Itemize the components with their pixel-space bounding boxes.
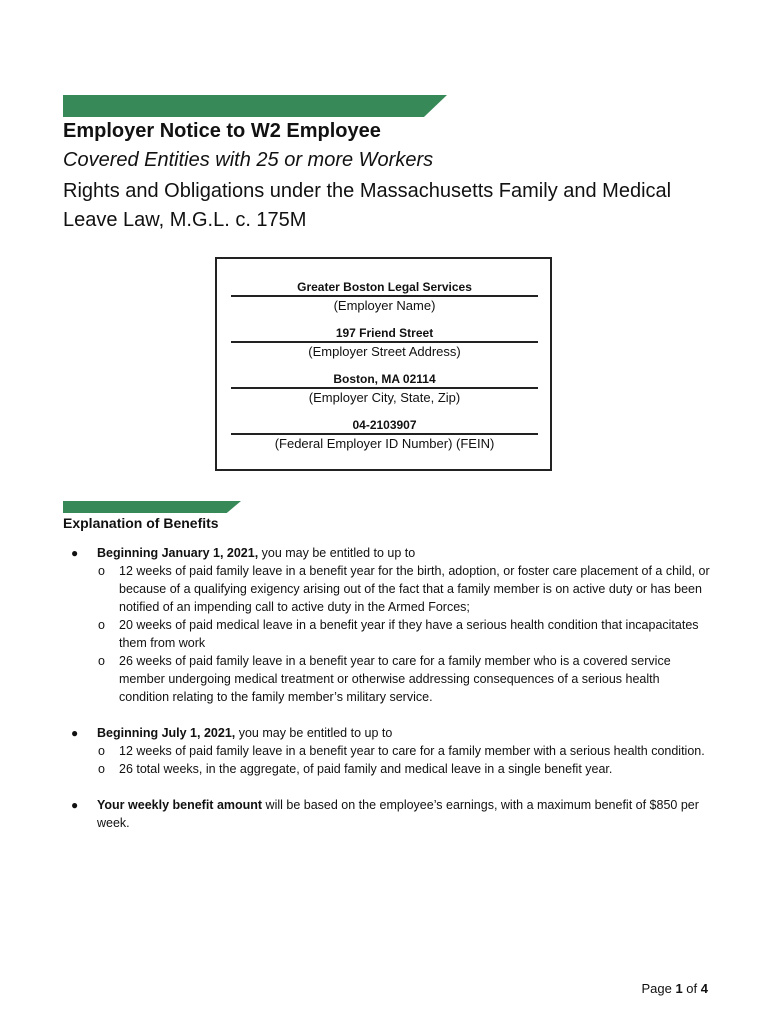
- employer-name: Greater Boston Legal Services: [231, 279, 538, 297]
- employer-city-field: [231, 371, 538, 407]
- sub-list-item: [63, 616, 713, 652]
- section-accent-band: [63, 501, 241, 513]
- employer-street-caption: (Employer Street Address): [308, 344, 461, 359]
- of-word: of: [686, 981, 698, 996]
- employer-street: 197 Friend Street: [231, 325, 538, 343]
- bullet-text: will be based on the employee’s earnings, with a maximum benefit of $850 per week.: [97, 798, 699, 830]
- bullet-lead: Your weekly benefit amount: [97, 798, 263, 812]
- sub-list-item: [63, 742, 713, 760]
- bullet-lead: Beginning July 1, 2021,: [97, 726, 236, 740]
- document-heading: Rights and Obligations under the Massachusetts Family and Medical Leave Law, M.G.L. c. 175M: [63, 180, 672, 231]
- employer-fein: 04-2103907: [231, 417, 538, 435]
- bullet-lead: Beginning January 1, 2021,: [97, 546, 259, 560]
- benefits-list: [63, 544, 713, 832]
- bullet-icon: ●: [71, 726, 79, 740]
- sub-item-text: 20 weeks of paid medical leave in a benefit year if they have a serious health condition that incapacitates them from work: [119, 618, 699, 650]
- employer-street-field: [231, 325, 538, 361]
- total-pages: 4: [700, 981, 708, 996]
- page-number: [641, 981, 708, 996]
- employer-city: Boston, MA 02114: [231, 371, 538, 389]
- bullet-text: you may be entitled to up to: [235, 726, 393, 740]
- bullet-text: you may be entitled to up to: [258, 546, 416, 560]
- employer-fein-field: [231, 417, 538, 453]
- sub-item-text: 26 weeks of paid family leave in a benefit year to care for a family member who is a covered service member undergoing medical treatment or otherwise addressing consequences of a serious health condition relating to the family member’s military service.: [119, 654, 671, 704]
- page-word: Page: [641, 981, 672, 996]
- sub-item-text: 12 weeks of paid family leave in a benefit year to care for a family member with a serious health condition.: [119, 744, 705, 758]
- sub-item-text: 12 weeks of paid family leave in a benefit year for the birth, adoption, or foster care placement of a child, or because of a qualifying exigency arising out of the fact that a family member is on active duty or has been notified of an impending call to active duty in the Armed Forces;: [119, 564, 710, 614]
- employer-name-caption: (Employer Name): [333, 298, 436, 313]
- employer-city-caption: (Employer City, State, Zip): [308, 390, 461, 405]
- sub-list-item: [63, 652, 713, 706]
- circle-bullet-icon: o: [98, 744, 105, 758]
- current-page: 1: [675, 981, 683, 996]
- circle-bullet-icon: o: [98, 618, 105, 632]
- sub-item-text: 26 total weeks, in the aggregate, of paid family and medical leave in a single benefit year.: [119, 762, 613, 776]
- bullet-icon: ●: [71, 546, 79, 560]
- list-item: [63, 724, 713, 742]
- bullet-icon: ●: [71, 798, 79, 812]
- section-title: Explanation of Benefits: [63, 515, 219, 531]
- employer-fein-caption: (Federal Employer ID Number) (FEIN): [274, 436, 495, 451]
- sub-list-item: [63, 562, 713, 616]
- list-item: [63, 796, 713, 832]
- document-subtitle: Covered Entities with 25 or more Workers: [63, 149, 434, 171]
- sub-list-item: [63, 760, 713, 778]
- document-title: Employer Notice to W2 Employee: [63, 120, 381, 142]
- employer-info-box: [215, 257, 552, 471]
- circle-bullet-icon: o: [98, 564, 105, 578]
- header-accent-band: [63, 95, 447, 117]
- circle-bullet-icon: o: [98, 762, 105, 776]
- list-item: [63, 544, 713, 562]
- circle-bullet-icon: o: [98, 654, 105, 668]
- employer-name-field: [231, 279, 538, 315]
